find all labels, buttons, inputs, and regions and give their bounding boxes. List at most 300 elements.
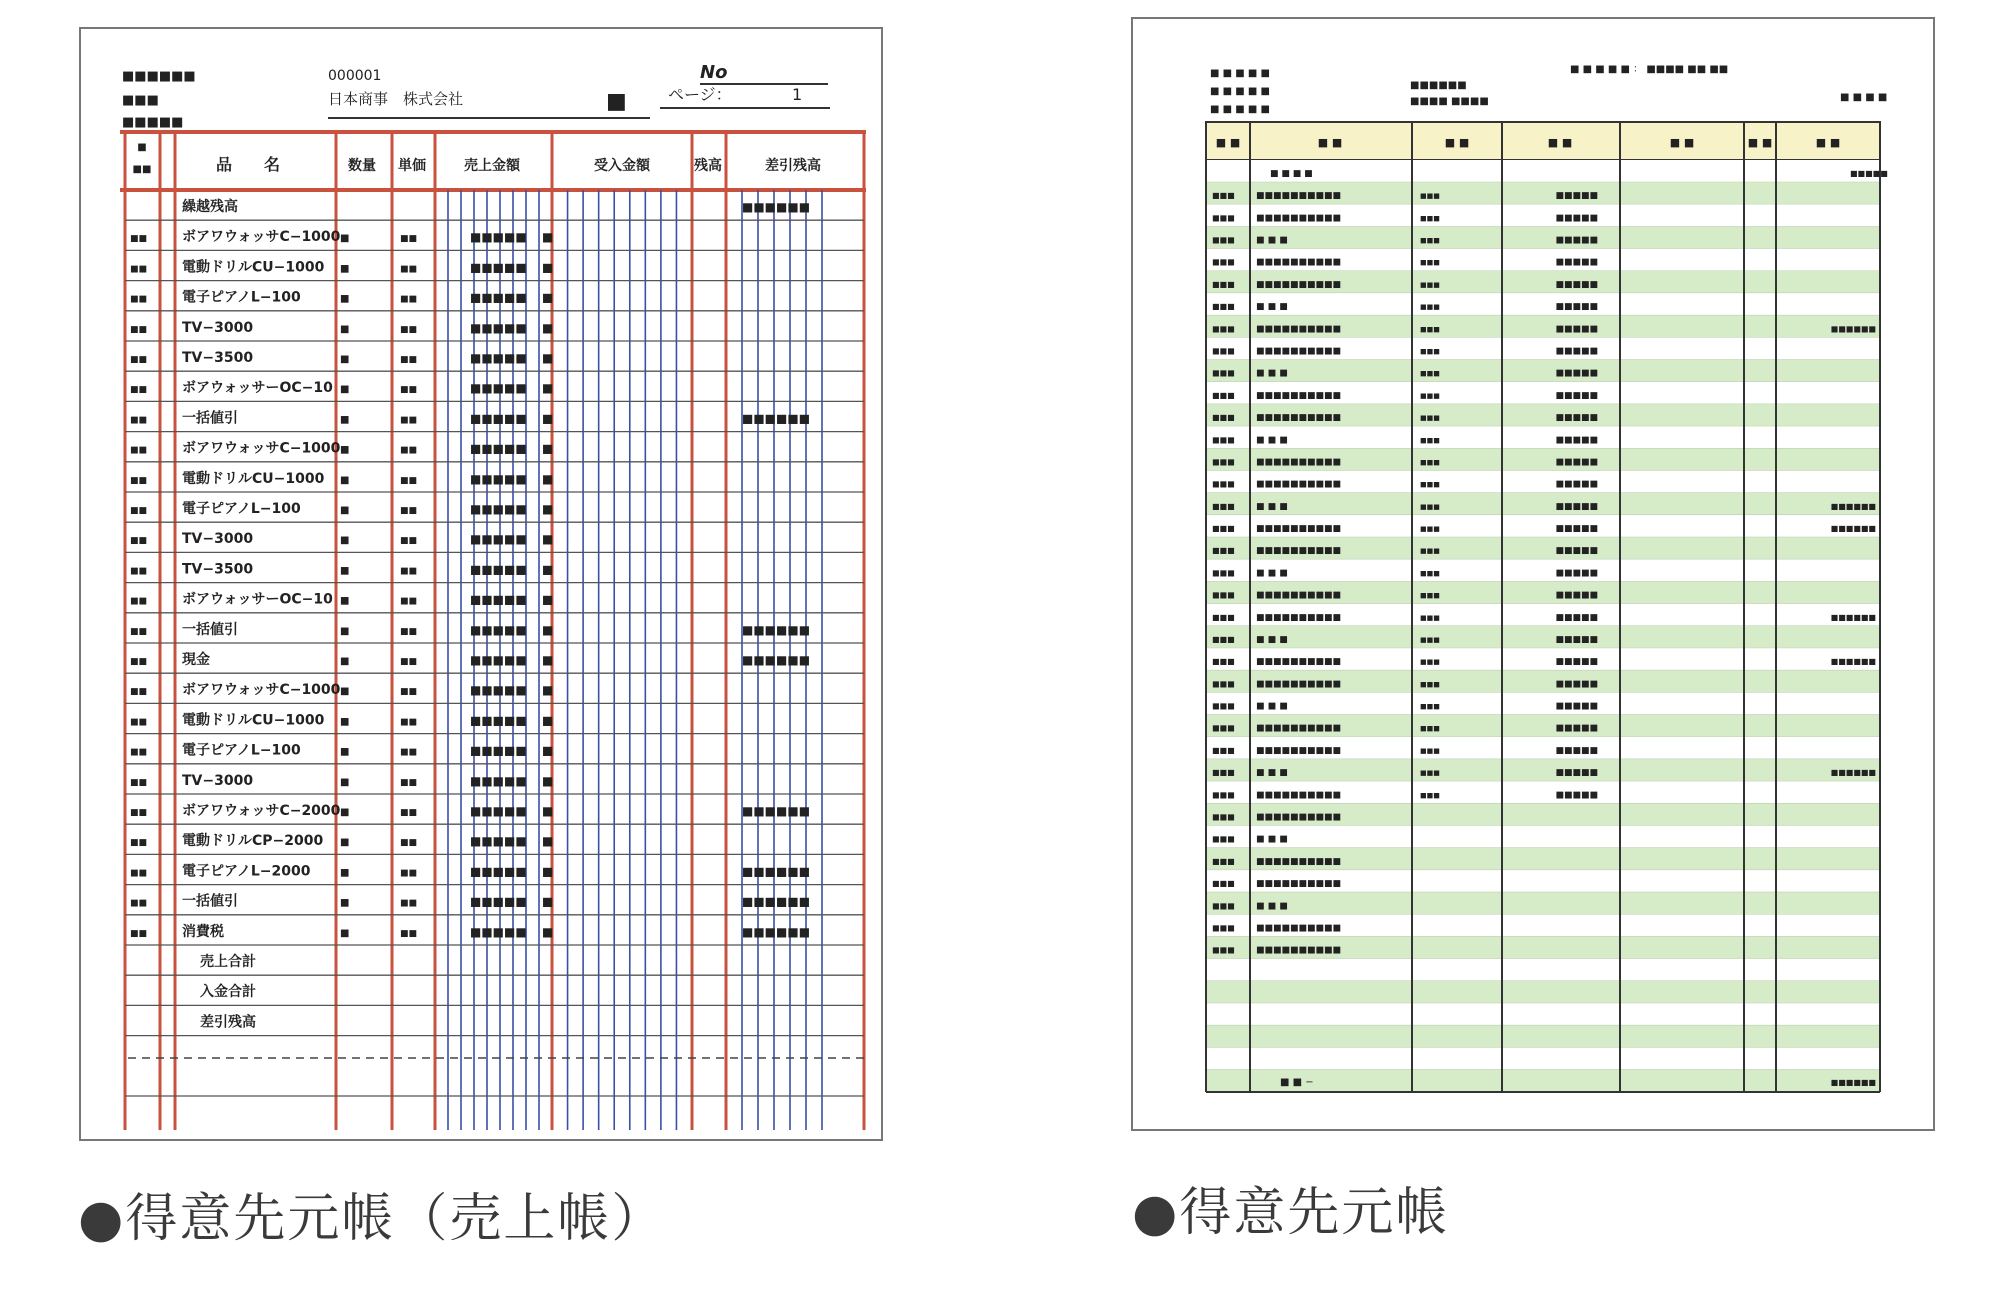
- right-row-band: [1206, 493, 1880, 515]
- right-row-item: ■■■■■■■■■■: [1256, 590, 1342, 601]
- left-customer-code: 000001: [328, 68, 382, 84]
- left-header-label-2: ■■■: [122, 93, 159, 108]
- right-header-label: ■ ■ ■ ■ ■: [1210, 104, 1270, 115]
- right-row-date: ■■■: [1212, 812, 1235, 822]
- left-row-unit: ■■: [400, 536, 418, 547]
- left-row-amount-tail: ■: [542, 502, 554, 516]
- right-row-item: ■ ■ ■: [1256, 235, 1288, 246]
- right-row-qty: ■■■: [1420, 391, 1440, 400]
- right-row-amount: ■■■■■: [1555, 657, 1598, 668]
- right-row-qty: ■■■: [1420, 458, 1440, 467]
- right-row-band: [1206, 559, 1880, 581]
- left-row-unit: ■■: [400, 355, 418, 365]
- left-row-date: ■■: [130, 445, 148, 456]
- left-row-balance: ■■■■■■: [742, 200, 811, 214]
- right-row-amount: ■■■■■: [1555, 546, 1598, 557]
- right-row-amount: ■■■■■: [1555, 368, 1598, 379]
- left-header-stamp: ■: [606, 89, 627, 114]
- left-row-date: ■■: [130, 475, 148, 486]
- left-row-date: ■■: [130, 324, 148, 335]
- right-row-qty: ■■■: [1420, 525, 1440, 534]
- right-row-amount: ■■■■■: [1555, 457, 1598, 468]
- left-row-qty: ■: [340, 686, 350, 698]
- right-column-header: ■ ■: [1444, 136, 1470, 149]
- right-row-qty: ■■■: [1420, 702, 1440, 711]
- right-row-item: ■■■■■■■■■■: [1256, 546, 1342, 557]
- left-row-date: ■■: [130, 838, 148, 849]
- left-row-item: 電動ドリルCU−1000: [182, 259, 325, 276]
- right-row-amount: ■■■■■: [1555, 524, 1598, 535]
- left-row-item: 電動ドリルCU−1000: [182, 712, 325, 729]
- right-row-qty: ■■■: [1420, 480, 1440, 489]
- right-header-date: ■ ■ ■ ■ ■ ： ■■■■ ■■ ■■: [1570, 64, 1729, 75]
- left-row-qty: ■: [340, 293, 350, 305]
- right-row-amount: ■■■■■: [1555, 501, 1598, 512]
- left-row-unit: ■■: [400, 596, 418, 607]
- right-row-amount: ■■■■■: [1555, 634, 1598, 645]
- right-column-header: ■ ■: [1547, 136, 1573, 149]
- right-row-amount: ■■■■■: [1555, 768, 1598, 779]
- left-row-amount-tail: ■: [542, 290, 554, 305]
- left-row-qty: ■: [340, 867, 350, 879]
- right-row-amount: ■■■■■: [1555, 723, 1598, 734]
- left-column-header: 売上金額: [464, 158, 520, 174]
- right-row-band: [1206, 959, 1880, 981]
- left-row-amount-tail: ■: [542, 260, 554, 275]
- left-row-amount-tail: ■: [542, 894, 554, 909]
- left-row-unit: ■■: [400, 838, 418, 849]
- right-footer-total: ■■■■■■: [1830, 1078, 1876, 1087]
- left-row-unit: ■■: [400, 868, 418, 879]
- left-form-border: [80, 28, 882, 1140]
- right-row-amount: ■■■■■: [1555, 257, 1598, 268]
- right-row-band: [1206, 1025, 1880, 1047]
- left-row-date: ■■: [130, 234, 148, 245]
- right-row-date: ■■■: [1212, 368, 1235, 378]
- left-row-qty: ■: [340, 776, 350, 788]
- right-row-date: ■■■: [1212, 213, 1235, 223]
- left-row-amount-tail: ■: [542, 230, 554, 245]
- right-row-date: ■■■: [1212, 768, 1235, 778]
- left-row-amount-tail: ■: [542, 773, 554, 788]
- left-row-date: ■■: [130, 626, 148, 637]
- right-row-date: ■■■: [1212, 457, 1235, 467]
- left-row-item: ボアワウォッサC−1000: [182, 440, 341, 457]
- left-row-qty: ■: [340, 263, 350, 275]
- right-row-balance: ■■■■■■: [1830, 501, 1876, 511]
- right-header-name: ■■■■ ■■■■: [1410, 96, 1489, 107]
- right-row-qty: ■■■: [1420, 258, 1440, 267]
- left-column-header: 差引残高: [765, 158, 821, 174]
- right-row-amount: ■■■■■: [1555, 568, 1598, 579]
- right-row-date: ■■■: [1212, 390, 1235, 400]
- left-col-date-header: ■: [137, 142, 147, 153]
- right-row-item: ■■■■■■■■■■: [1256, 745, 1342, 756]
- left-row-unit: ■■: [400, 626, 418, 637]
- left-row-amount: ■■■■■: [470, 502, 527, 516]
- right-form-caption: ●得意先元帳: [1132, 1183, 1450, 1243]
- right-row-amount: ■■■■■: [1555, 745, 1598, 756]
- right-row-amount: ■■■■■: [1555, 612, 1598, 623]
- right-row-qty: ■■■: [1420, 613, 1440, 622]
- left-row-amount-tail: ■: [542, 743, 554, 758]
- left-row-unit: ■■: [400, 506, 418, 516]
- left-row-balance: ■■■■■■: [742, 411, 811, 426]
- right-row-qty: ■■■: [1420, 325, 1440, 334]
- left-row-item: 一括値引: [182, 893, 238, 910]
- left-row-unit: ■■: [400, 566, 418, 577]
- left-row-date: ■■: [130, 808, 148, 818]
- left-no-label: No: [700, 62, 728, 83]
- left-row-item: 差引残高: [200, 1014, 256, 1031]
- left-row-item: ボアワウォッサC−2000: [182, 803, 341, 819]
- right-row-amount: ■■■■■: [1555, 324, 1598, 335]
- left-row-amount: ■■■■■: [470, 894, 527, 909]
- right-row-item: ■■■■■■■■■■: [1256, 324, 1342, 335]
- right-row-amount: ■■■■■: [1555, 479, 1598, 490]
- right-row-qty: ■■■: [1420, 303, 1440, 312]
- right-row-item: ■ ■ ■: [1256, 834, 1288, 845]
- left-header-label-1: ■■■■■■: [122, 69, 196, 84]
- left-row-date: ■■: [130, 717, 148, 728]
- right-row-qty: ■■■: [1420, 680, 1440, 689]
- left-column-header: 数量: [348, 158, 376, 174]
- left-row-qty: ■: [340, 384, 350, 396]
- right-row-qty: ■■■: [1420, 502, 1440, 511]
- right-row-band: [1206, 892, 1880, 914]
- left-row-qty: ■: [340, 323, 350, 335]
- right-row-band: [1206, 693, 1880, 715]
- left-row-unit: ■■: [400, 415, 418, 426]
- left-row-amount: ■■■■■: [470, 562, 527, 577]
- right-row-item: ■ ■ ■: [1256, 768, 1288, 779]
- right-row-item: ■■■■■■■■■■: [1256, 213, 1342, 224]
- right-row-qty: ■■■: [1420, 347, 1440, 356]
- right-row-balance: ■■■■■■: [1830, 612, 1876, 622]
- left-row-date: ■■: [130, 687, 148, 698]
- left-row-item: 一括値引: [182, 410, 238, 427]
- left-row-amount: ■■■■■: [470, 713, 527, 728]
- right-row-amount: ■■■■■: [1555, 279, 1598, 290]
- left-row-date: ■■: [130, 536, 148, 547]
- right-row-item: ■■■■■■■■■■: [1256, 945, 1342, 956]
- left-row-item: 電動ドリルCP−2000: [182, 833, 324, 850]
- right-row-item: ■■■■■■■■■■: [1256, 657, 1342, 668]
- right-row-date: ■■■: [1212, 923, 1235, 933]
- left-row-amount-tail: ■: [542, 864, 554, 879]
- right-row-qty: ■■■: [1420, 591, 1440, 600]
- right-row-item: ■■■■■■■■■■: [1256, 257, 1342, 268]
- right-row-item: ■■■■■■■■■■: [1256, 524, 1342, 535]
- left-row-amount-tail: ■: [542, 471, 554, 486]
- left-row-item: 現金: [182, 652, 210, 668]
- left-row-amount: ■■■■■: [470, 532, 527, 547]
- left-row-date: ■■: [130, 657, 148, 667]
- right-row-date: ■■■: [1212, 745, 1235, 755]
- left-col-date-header-2: ■■: [132, 164, 152, 175]
- left-header-label-3: ■■■■■: [122, 115, 184, 130]
- right-row-band: [1206, 227, 1880, 249]
- left-row-item: ボアウォッサーOC−10: [182, 591, 333, 608]
- left-row-date: ■■: [130, 294, 148, 305]
- left-row-qty: ■: [340, 837, 350, 849]
- left-row-unit: ■■: [400, 324, 418, 335]
- left-column-header: 残高: [694, 158, 722, 174]
- left-row-qty: ■: [340, 444, 350, 456]
- left-row-item: 電動ドリルCU−1000: [182, 470, 325, 487]
- right-column-header: ■ ■: [1215, 136, 1241, 149]
- right-row-amount: ■■■■■: [1555, 590, 1598, 601]
- left-row-amount: ■■■■■: [470, 743, 527, 758]
- left-row-date: ■■: [130, 355, 148, 365]
- right-column-header: ■ ■: [1815, 136, 1841, 149]
- left-row-qty: ■: [340, 233, 350, 245]
- left-row-item: ボアウォッサーOC−10: [182, 380, 333, 397]
- left-row-amount-tail: ■: [542, 622, 554, 637]
- left-row-item: 売上合計: [200, 954, 256, 970]
- left-row-unit: ■■: [400, 264, 418, 275]
- left-row-date: ■■: [130, 868, 148, 879]
- left-page-number: 1: [792, 85, 803, 104]
- right-header-code: ■■■■■■: [1410, 80, 1467, 91]
- left-row-item: 電子ピアノL−100: [182, 289, 301, 306]
- right-row-band: [1206, 826, 1880, 848]
- left-row-balance: ■■■■■■: [742, 894, 811, 909]
- right-row-qty: ■■■: [1420, 236, 1440, 245]
- left-row-amount: ■■■■■: [470, 622, 527, 637]
- right-row-date: ■■■: [1212, 901, 1235, 911]
- left-row-date: ■■: [130, 747, 148, 758]
- right-row-amount: ■■■■■: [1555, 235, 1598, 246]
- right-row-amount: ■■■■■: [1555, 413, 1598, 424]
- left-row-amount-tail: ■: [542, 441, 554, 456]
- left-row-balance: ■■■■■■: [742, 864, 811, 879]
- left-row-qty: ■: [340, 897, 350, 909]
- left-row-date: ■■: [130, 566, 148, 577]
- left-row-amount: ■■■■■: [470, 834, 527, 849]
- right-row-item: ■ ■ ■: [1256, 901, 1288, 912]
- right-row-date: ■■■: [1212, 524, 1235, 534]
- left-row-item: TV−3000: [182, 319, 254, 336]
- right-row-amount: ■■■■■: [1555, 790, 1598, 801]
- right-row-qty: ■■■: [1420, 746, 1440, 755]
- left-row-amount-tail: ■: [542, 592, 554, 607]
- left-row-item: 繰越残高: [182, 199, 238, 215]
- left-column-header: 単価: [398, 158, 426, 174]
- right-row-item: ■ ■ ■: [1256, 568, 1288, 579]
- left-row-item: TV−3500: [182, 561, 254, 578]
- right-row-qty: ■■■: [1420, 791, 1440, 800]
- left-row-amount: ■■■■■: [470, 683, 527, 698]
- right-header-page: ■ ■ ■ ■: [1840, 92, 1888, 103]
- right-row-item: ■■■■■■■■■■: [1256, 390, 1342, 401]
- left-row-balance: ■■■■■■: [742, 653, 811, 667]
- left-row-balance: ■■■■■■: [742, 622, 811, 637]
- left-row-amount: ■■■■■: [470, 471, 527, 486]
- right-row-balance: ■■■■■: [1850, 168, 1888, 178]
- right-row-item: ■■■■■■■■■■: [1256, 679, 1342, 690]
- left-row-amount: ■■■■■: [470, 351, 527, 365]
- right-row-date: ■■■: [1212, 568, 1235, 578]
- left-row-item: 消費税: [182, 923, 224, 940]
- right-row-amount: ■■■■■: [1555, 346, 1598, 357]
- left-row-item: TV−3000: [182, 772, 254, 789]
- left-page-label: ページ：: [668, 85, 732, 104]
- left-row-item: TV−3000: [182, 531, 254, 548]
- left-row-date: ■■: [130, 596, 148, 607]
- left-row-item: 電子ピアノL−2000: [182, 863, 311, 880]
- right-row-item: ■■■■■■■■■■: [1256, 612, 1342, 623]
- left-row-amount-tail: ■: [542, 653, 554, 667]
- left-row-qty: ■: [340, 595, 350, 607]
- left-row-unit: ■■: [400, 234, 418, 245]
- right-row-date: ■■■: [1212, 435, 1235, 445]
- left-row-qty: ■: [340, 414, 350, 426]
- left-row-amount: ■■■■■: [470, 381, 527, 396]
- right-row-item: ■■■■■■■■■■: [1256, 856, 1342, 867]
- left-row-amount: ■■■■■: [470, 290, 527, 305]
- left-row-balance: ■■■■■■: [742, 804, 811, 818]
- left-row-amount: ■■■■■: [470, 320, 527, 335]
- right-row-date: ■■■: [1212, 346, 1235, 356]
- right-row-amount: ■■■■■: [1555, 390, 1598, 401]
- right-row-amount: ■■■■■: [1555, 191, 1598, 202]
- left-row-item: 入金合計: [200, 984, 256, 1001]
- right-row-qty: ■■■: [1420, 369, 1440, 378]
- right-row-item: ■■■■■■■■■■: [1256, 923, 1342, 934]
- right-row-band: [1206, 981, 1880, 1003]
- right-row-band: [1206, 1003, 1880, 1025]
- right-row-band: [1206, 426, 1880, 448]
- left-column-header: 品 名: [215, 155, 281, 174]
- right-row-date: ■■■: [1212, 324, 1235, 334]
- left-row-date: ■■: [130, 385, 148, 396]
- left-row-unit: ■■: [400, 928, 418, 939]
- left-row-amount: ■■■■■: [470, 773, 527, 788]
- left-row-amount-tail: ■: [542, 381, 554, 396]
- right-row-date: ■■■: [1212, 235, 1235, 245]
- left-row-amount-tail: ■: [542, 834, 554, 849]
- right-row-item: ■■■■■■■■■■: [1256, 279, 1342, 290]
- right-row-item: ■■■■■■■■■■: [1256, 812, 1342, 823]
- right-row-balance: ■■■■■■: [1830, 524, 1876, 534]
- right-row-date: ■■■: [1212, 546, 1235, 556]
- left-row-amount-tail: ■: [542, 351, 554, 365]
- left-row-qty: ■: [340, 746, 350, 758]
- left-row-amount-tail: ■: [542, 320, 554, 335]
- left-row-item: 一括値引: [182, 621, 238, 638]
- right-row-qty: ■■■: [1420, 724, 1440, 733]
- left-row-date: ■■: [130, 928, 148, 939]
- right-row-amount: ■■■■■: [1555, 302, 1598, 313]
- right-column-header: ■ ■: [1669, 136, 1695, 149]
- left-row-qty: ■: [340, 807, 350, 818]
- right-row-date: ■■■: [1212, 879, 1235, 889]
- right-column-header: ■ ■: [1317, 136, 1343, 149]
- left-row-item: ボアワウォッサC−1000: [182, 229, 341, 246]
- right-row-date: ■■■: [1212, 834, 1235, 844]
- right-row-date: ■■■: [1212, 701, 1235, 711]
- right-row-qty: ■■■: [1420, 192, 1440, 201]
- right-row-text: ■ ■ ■ ■: [1270, 168, 1313, 179]
- right-row-date: ■■■: [1212, 413, 1235, 423]
- left-row-qty: ■: [340, 505, 350, 516]
- left-form-caption: ●得意先元帳（売上帳）: [78, 1189, 666, 1249]
- right-row-item: ■■■■■■■■■■: [1256, 191, 1342, 202]
- right-footer-label: ■ ■ −: [1280, 1077, 1314, 1088]
- right-row-amount: ■■■■■: [1555, 435, 1598, 446]
- right-row-item: ■ ■ ■: [1256, 701, 1288, 712]
- right-header-band: [1206, 122, 1880, 160]
- right-row-qty: ■■■: [1420, 569, 1440, 578]
- left-row-date: ■■: [130, 898, 148, 909]
- right-row-band: [1206, 626, 1880, 648]
- left-row-unit: ■■: [400, 747, 418, 758]
- right-row-amount: ■■■■■: [1555, 679, 1598, 690]
- right-row-qty: ■■■: [1420, 547, 1440, 556]
- right-row-qty: ■■■: [1420, 658, 1440, 667]
- right-column-header: ■ ■: [1747, 136, 1773, 149]
- left-row-amount: ■■■■■: [470, 653, 527, 667]
- right-row-qty: ■■■: [1420, 280, 1440, 289]
- left-row-unit: ■■: [400, 475, 418, 486]
- left-row-item: ボアワウォッサC−1000: [182, 682, 341, 699]
- right-row-date: ■■■: [1212, 279, 1235, 289]
- right-row-date: ■■■: [1212, 679, 1235, 689]
- right-row-balance: ■■■■■■: [1830, 657, 1876, 667]
- right-row-date: ■■■: [1212, 257, 1235, 267]
- right-row-date: ■■■: [1212, 612, 1235, 622]
- right-header-label: ■ ■ ■ ■ ■: [1210, 68, 1270, 79]
- right-row-band: [1206, 293, 1880, 315]
- left-row-amount-tail: ■: [542, 804, 554, 818]
- left-row-amount-tail: ■: [542, 683, 554, 698]
- left-row-qty: ■: [340, 565, 350, 577]
- left-row-unit: ■■: [400, 777, 418, 788]
- left-row-amount-tail: ■: [542, 924, 554, 939]
- right-row-amount: ■■■■■: [1555, 213, 1598, 224]
- right-row-item: ■■■■■■■■■■: [1256, 346, 1342, 357]
- right-header-label: ■ ■ ■ ■ ■: [1210, 86, 1270, 97]
- left-row-qty: ■: [340, 716, 350, 728]
- left-row-date: ■■: [130, 264, 148, 275]
- left-row-amount: ■■■■■: [470, 230, 527, 245]
- right-row-amount: ■■■■■: [1555, 701, 1598, 712]
- left-row-qty: ■: [340, 535, 350, 547]
- left-row-date: ■■: [130, 415, 148, 426]
- left-row-unit: ■■: [400, 898, 418, 909]
- right-row-band: [1206, 1048, 1880, 1070]
- left-column-header: 受入金額: [594, 158, 650, 174]
- left-row-amount-tail: ■: [542, 411, 554, 426]
- left-row-unit: ■■: [400, 808, 418, 818]
- right-row-date: ■■■: [1212, 501, 1235, 511]
- left-row-unit: ■■: [400, 687, 418, 698]
- left-row-qty: ■: [340, 625, 350, 637]
- left-row-amount: ■■■■■: [470, 260, 527, 275]
- right-row-date: ■■■: [1212, 790, 1235, 800]
- left-row-qty: ■: [340, 656, 350, 667]
- left-row-date: ■■: [130, 506, 148, 516]
- left-row-item: 電子ピアノL−100: [182, 501, 301, 517]
- left-ledger-form: [80, 28, 882, 1140]
- right-row-item: ■ ■ ■: [1256, 634, 1288, 645]
- left-row-unit: ■■: [400, 385, 418, 396]
- right-row-item: ■ ■ ■: [1256, 435, 1288, 446]
- right-row-date: ■■■: [1212, 856, 1235, 866]
- right-row-date: ■■■: [1212, 479, 1235, 489]
- left-row-amount: ■■■■■: [470, 592, 527, 607]
